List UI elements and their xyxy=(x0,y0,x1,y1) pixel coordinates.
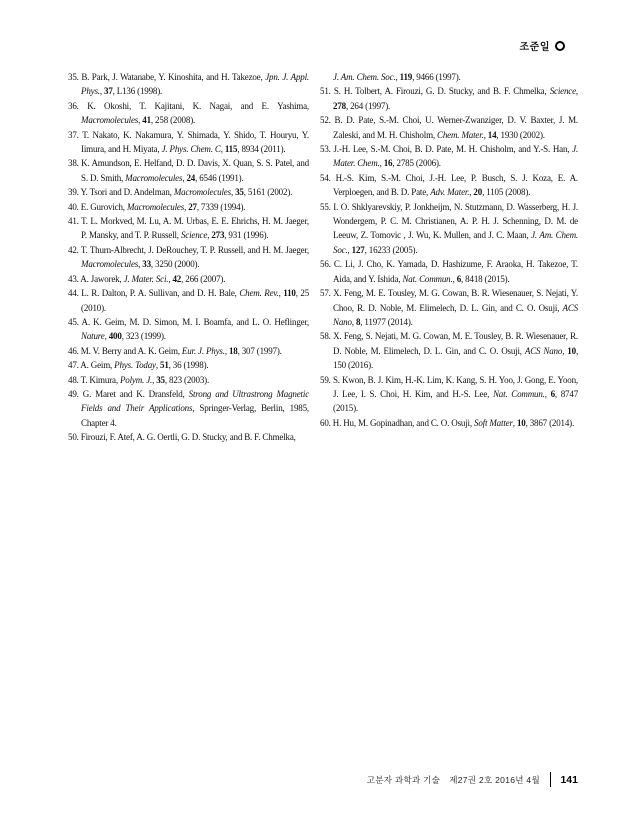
reference-text: , xyxy=(575,86,578,97)
volume-number: 127 xyxy=(351,244,365,255)
reference-text: T. Thurn-Albrecht, J. DeRouchey, T. P. Russell, and H. M. Jaeger, xyxy=(80,244,309,255)
author-name: 조준일 xyxy=(519,42,550,53)
publication-title: Eur. J. Phys. xyxy=(181,345,225,356)
reference-number: 59. xyxy=(320,374,333,385)
reference-text: , xyxy=(544,388,551,399)
reference-number: 45. xyxy=(68,316,82,327)
reference-text: L. R. Dalton, P. A. Sullivan, and D. H. Bale, xyxy=(81,288,240,299)
publication-title: Nat. Commun. xyxy=(492,388,545,399)
reference-item xyxy=(68,185,309,199)
publication-title: J. Am. Chem. Soc. xyxy=(333,230,578,255)
reference-number: 53. xyxy=(320,144,334,155)
publication-title: Nature xyxy=(81,331,105,342)
volume-number: 278 xyxy=(333,100,346,111)
issue-info: 제27권 2호 2016년 4월 xyxy=(449,774,540,785)
reference-number: 55. xyxy=(320,201,334,212)
publication-title: Phys. Today xyxy=(114,360,156,371)
publication-title: Science xyxy=(180,230,208,241)
reference-text: A. K. Geim, M. D. Simon, M. I. Boamfa, and L. O. Heflinger, xyxy=(81,316,309,327)
reference-number: 52. xyxy=(320,115,335,126)
reference-text: T. L. Morkved, M. Lu, A. M. Urbas, E. E. Ehrichs, H. M. Jaeger, P. Mansky, and T. P. Russell, xyxy=(81,216,310,241)
reference-text: , xyxy=(278,288,284,299)
reference-text: , xyxy=(207,230,212,241)
reference-text: , 8934 (2011). xyxy=(237,144,286,155)
reference-number: 39. xyxy=(68,187,81,198)
reference-item xyxy=(320,373,578,416)
reference-number: 35. xyxy=(68,72,82,82)
reference-text: , xyxy=(512,417,517,428)
publication-title: J. Am. Chem. Soc. xyxy=(333,72,396,82)
publication-title: Soft Matter xyxy=(474,417,513,428)
reference-text: Y. Tsori and D. Andelman, xyxy=(80,187,174,198)
reference-number: 58. xyxy=(320,331,334,342)
reference-item xyxy=(68,315,309,344)
reference-text: , 266 (2007). xyxy=(181,273,226,284)
reference-item xyxy=(68,430,309,444)
reference-text: , xyxy=(182,172,187,183)
publication-title: J. Mater. Sci. xyxy=(123,273,169,284)
reference-text: K. Amundson, E. Helfand, D. D. Davis, X. Quan, S. S. Patel, and S. D. Smith, xyxy=(81,158,310,183)
reference-text: , 258 (2008). xyxy=(150,115,196,126)
reference-text: , xyxy=(395,72,400,82)
volume-number: 119 xyxy=(399,72,413,82)
reference-text: , 823 (2003). xyxy=(164,374,210,385)
reference-text: , 8418 (2015). xyxy=(461,273,510,284)
volume-number: 35 xyxy=(156,374,165,385)
reference-item xyxy=(320,286,578,329)
reference-item xyxy=(320,416,578,430)
page-header xyxy=(520,38,565,53)
reference-text: , 8747 (2015). xyxy=(333,388,579,414)
reference-text: E. Gurovich, xyxy=(80,201,127,212)
reference-text: , 1105 (2008). xyxy=(482,187,531,198)
volume-number: 27 xyxy=(188,201,197,212)
reference-number: 41. xyxy=(68,216,82,227)
reference-item xyxy=(320,171,578,200)
reference-number: 40. xyxy=(68,201,81,212)
volume-number: 37 xyxy=(104,86,113,97)
reference-text: A. Geim, xyxy=(80,360,115,371)
reference-item xyxy=(68,70,309,99)
volume-number: 18 xyxy=(228,345,238,356)
volume-number: 8 xyxy=(355,316,361,327)
reference-text: , 7339 (1994). xyxy=(196,201,246,212)
reference-item xyxy=(68,243,309,272)
reference-text: I. O. Shklyarevskiy, P. Jonkheijm, N. Stutzmann, D. Wasserberg, H. J. Wondergem, P. C. M. Christianen, A. P. H. J. Schenning, D. M. de Leeuw, Z. Tomovic , J. Wu, K. Mullen, and J. C. Maan, xyxy=(333,201,578,241)
publication-title: Polym. J. xyxy=(119,374,153,385)
reference-text: , 2785 (2006). xyxy=(392,158,441,169)
reference-text: C. Li, J. Cho, K. Yamada, D. Hashizume, F. Araoka, H. Takezoe, T. Aida, and Y. Ishida, xyxy=(333,259,578,284)
reference-text: , 1930 (2002). xyxy=(496,129,545,140)
reference-text: H. Hu, M. Gopinadhan, and C. O. Osuji, xyxy=(332,417,475,428)
volume-number: 24 xyxy=(186,172,196,183)
reference-item xyxy=(68,128,309,157)
reference-text: , xyxy=(230,187,236,198)
reference-number: 37. xyxy=(68,129,83,140)
reference-item xyxy=(68,358,309,372)
references-column-left xyxy=(68,70,309,445)
reference-text: , 6546 (1991). xyxy=(195,172,244,183)
reference-number: 46. xyxy=(68,345,81,356)
reference-number: 51. xyxy=(320,86,334,97)
volume-number: 33 xyxy=(142,259,151,270)
reference-text: , 36 (1998). xyxy=(168,360,209,371)
reference-text: X. Feng, M. E. Tousley, M. G. Cowan, B. R. Wiesenauer, S. Nejati, Y. Choo, R. D. Noble, M. Elimelech, D. L. Gin, and C. O. Osuji, xyxy=(333,288,578,313)
volume-number: 51 xyxy=(160,360,169,371)
reference-number: 49. xyxy=(68,388,83,399)
reference-text: M. V. Berry and A. K. Geim, xyxy=(80,345,182,356)
publication-title: J. Phys. Chem. C xyxy=(161,144,221,155)
publication-title: Macromolecules xyxy=(173,187,231,198)
reference-text: , xyxy=(469,187,474,198)
publication-title: Macromolecules xyxy=(81,259,139,270)
reference-text: T. Kimura, xyxy=(80,374,120,385)
references-column-right xyxy=(320,70,578,430)
reference-number: 56. xyxy=(320,259,334,270)
reference-item xyxy=(68,99,309,128)
volume-number: 42 xyxy=(172,273,182,284)
journal-title: 고분자 과학과 기술 xyxy=(366,774,441,785)
publication-title: Science xyxy=(549,86,576,97)
reference-text: A. Jaworek, xyxy=(80,273,124,284)
volume-number: 6 xyxy=(456,273,462,284)
reference-number: 44. xyxy=(68,288,82,299)
reference-text: H.-S. Kim, S.-M. Choi, J.-H. Lee, P. Busch, S. J. Koza, E. A. Verploegen, and B. D. Pate, xyxy=(333,172,578,198)
reference-text: , xyxy=(168,273,173,284)
volume-number: 10 xyxy=(516,417,526,428)
publication-title: Nat. Commun. xyxy=(402,273,453,284)
reference-text: S. Kwon, B. J. Kim, H.-K. Lim, K. Kang, S. H. Yoo, J. Gong, E. Yoon, J. Lee, I. S. Choi, H. Kim, and H.-S. Lee, xyxy=(332,374,579,399)
reference-text: , 25 (2010). xyxy=(81,288,310,313)
reference-text: K. Okoshi, T. Kajitani, K. Nagai, and E. Yashima, xyxy=(87,100,309,111)
volume-number: 10 xyxy=(567,345,576,356)
reference-item xyxy=(68,156,309,185)
publication-title: Macromolecules xyxy=(81,115,139,126)
publication-title: Chem. Mater. xyxy=(437,129,484,140)
publication-title: ACS Nano xyxy=(524,345,563,356)
reference-text: , xyxy=(184,201,189,212)
reference-text: , xyxy=(138,115,143,126)
reference-text: , 323 (1999). xyxy=(121,331,166,342)
reference-text: , xyxy=(347,244,352,255)
reference-text: , 931 (1996). xyxy=(224,230,269,241)
publication-title: ACS Nano xyxy=(333,302,578,327)
reference-number: 48. xyxy=(68,374,81,385)
volume-number: 41 xyxy=(142,115,151,126)
reference-number: 50. xyxy=(68,432,81,443)
publication-title: Adv. Mater. xyxy=(430,187,470,198)
reference-item xyxy=(320,84,578,113)
page-footer xyxy=(367,772,578,787)
reference-number: 42. xyxy=(68,244,81,255)
reference-item xyxy=(68,286,309,315)
reference-text: B. Park, J. Watanabe, Y. Kinoshita, and H. Takezoe, xyxy=(81,72,266,82)
reference-item xyxy=(320,329,578,372)
reference-text: , xyxy=(155,360,161,371)
reference-text: S. H. Tolbert, A. Firouzi, G. D. Stucky, and B. F. Chmelka, xyxy=(333,86,550,97)
reference-text: , Springer-Verlag, Berlin, 1985, Chapter 4. xyxy=(81,403,309,428)
reference-number: 38. xyxy=(68,158,82,169)
reference-item xyxy=(68,344,309,358)
reference-text: , xyxy=(220,144,225,155)
footer-divider xyxy=(550,772,552,787)
author-circle-icon xyxy=(555,41,565,51)
reference-text: G. Maret and K. Dransfeld, xyxy=(82,388,189,399)
reference-text: , xyxy=(351,316,356,327)
reference-item xyxy=(68,373,309,387)
reference-text: , 307 (1997). xyxy=(237,345,282,356)
reference-text: X. Feng, S. Nejati, M. G. Cowan, M. E. Tousley, B. R. Wiesenauer, R. D. Noble, M. Elimelech, D. L. Gin, and C. O. Osuji, xyxy=(333,331,578,356)
page-number: 141 xyxy=(560,773,578,786)
volume-number: 115 xyxy=(224,144,238,155)
publication-title: Chem. Rev. xyxy=(239,288,279,299)
publication-title: Strong and Ultrastrong Magnetic Fields and Their Applications xyxy=(81,388,310,414)
reference-number: 36. xyxy=(68,100,88,111)
reference-text: Firouzi, F. Atef, A. G. Oertli, G. D. Stucky, and B. F. Chmelka, xyxy=(80,432,296,443)
reference-text: T. Nakato, K. Nakamura, Y. Shimada, Y. Shido, T. Houryu, Y. Iimura, and H. Miyata, xyxy=(81,129,309,155)
reference-text: , 5161 (2002). xyxy=(243,187,293,198)
publication-title: J. Mater. Chem. xyxy=(333,144,579,169)
reference-item-continuation xyxy=(320,70,578,84)
reference-text: , xyxy=(104,331,109,342)
volume-number: 6 xyxy=(550,388,555,399)
volume-number: 273 xyxy=(211,230,225,241)
reference-item xyxy=(68,387,309,430)
reference-item xyxy=(320,113,578,142)
reference-text: , 150 (2016). xyxy=(333,345,579,371)
reference-number: 57. xyxy=(320,288,334,299)
reference-text: , xyxy=(224,345,229,356)
reference-text: , xyxy=(452,273,457,284)
reference-item xyxy=(320,142,578,171)
reference-item xyxy=(68,214,309,243)
reference-text: , xyxy=(483,129,488,140)
reference-text: , L136 (1998). xyxy=(112,86,163,97)
reference-number: 60. xyxy=(320,417,333,428)
volume-number: 400 xyxy=(108,331,122,342)
reference-text: , 16233 (2005). xyxy=(364,244,418,255)
volume-number: 35 xyxy=(235,187,244,198)
reference-text: B. D. Pate, S.-M. Choi, U. Werner-Zwanziger, D. V. Baxter, J. M. Zaleski, and M. H. Chisholm, xyxy=(333,115,579,140)
reference-text: , xyxy=(152,374,157,385)
reference-item xyxy=(68,200,309,214)
reference-item xyxy=(68,272,309,286)
reference-number: 43. xyxy=(68,273,81,284)
reference-item xyxy=(320,257,578,286)
volume-number: 110 xyxy=(283,288,296,299)
volume-number: 16 xyxy=(383,158,393,169)
reference-text: , xyxy=(379,158,384,169)
reference-number: 54. xyxy=(320,172,336,183)
reference-item xyxy=(320,200,578,258)
publication-title: Macromolecules xyxy=(126,201,185,212)
volume-number: 20 xyxy=(473,187,483,198)
reference-text: J.-H. Lee, S.-M. Choi, B. D. Pate, M. H. Chisholm, and Y.-S. Han, xyxy=(333,144,573,155)
reference-text: , 3250 (2000). xyxy=(150,259,200,270)
reference-text: , 3867 (2014). xyxy=(525,417,575,428)
publication-title: Macromolecules xyxy=(125,172,183,183)
publication-title: Jpn. J. Appl. Phys. xyxy=(81,72,309,97)
volume-number: 14 xyxy=(487,129,497,140)
reference-text: , 264 (1997). xyxy=(345,100,391,111)
reference-text: , xyxy=(99,86,104,97)
reference-text: , 11977 (2014). xyxy=(360,316,413,327)
reference-text: , xyxy=(138,259,143,270)
reference-text: , xyxy=(562,345,568,356)
reference-number: 47. xyxy=(68,360,81,371)
reference-text: , 9466 (1997). xyxy=(412,72,461,82)
